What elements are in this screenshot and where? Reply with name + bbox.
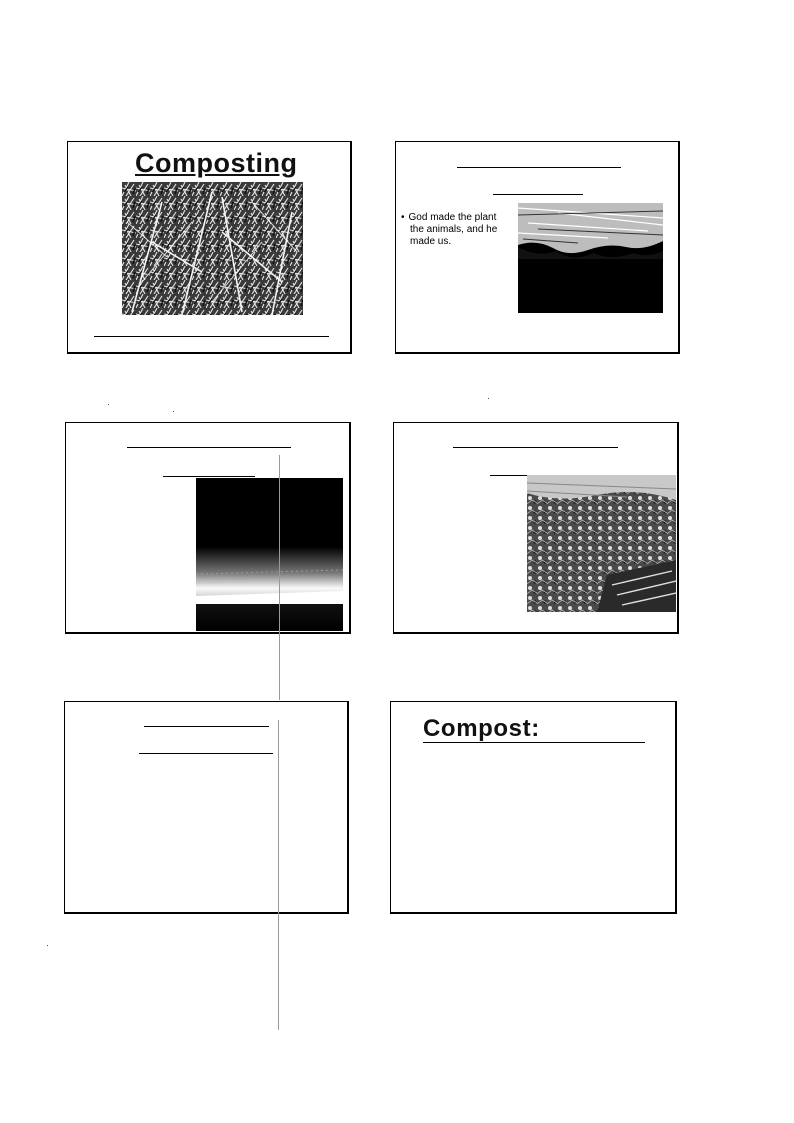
dark-horizon-photo [196, 478, 343, 631]
scan-artifact-line [278, 720, 279, 1030]
title-rule [423, 742, 645, 743]
scan-artifact-line [279, 455, 280, 700]
scan-speck [47, 945, 48, 946]
landscape-photo [518, 203, 663, 313]
slide-6[interactable] [390, 701, 677, 914]
bullet-line-3: made us. [410, 236, 452, 247]
bullet-line-1: God made the plant [408, 212, 497, 223]
subtitle-rule [163, 476, 255, 477]
slide-4[interactable] [393, 422, 679, 634]
title-rule [453, 447, 618, 448]
bullet-line-2: the animals, and he [410, 224, 498, 235]
subtitle-rule [493, 194, 583, 195]
slide-3[interactable] [65, 422, 351, 634]
slide-1[interactable] [67, 141, 352, 354]
scan-speck [173, 411, 174, 412]
title-rule [144, 726, 269, 727]
subtitle-rule [490, 475, 530, 476]
scan-speck [488, 398, 489, 399]
scan-speck [108, 404, 109, 405]
title-rule [127, 447, 291, 448]
title-rule [457, 167, 621, 168]
slide-title: Composting [135, 148, 298, 178]
slide-title: Compost: [423, 715, 540, 742]
bullet-text: • God made the plant the animals, and he made us. [401, 212, 498, 247]
compost-photo [122, 182, 303, 315]
garden-hillside-photo [527, 475, 676, 612]
footer-rule [94, 336, 329, 337]
slide-5[interactable] [64, 701, 349, 914]
subtitle-rule [139, 753, 273, 754]
slide-2[interactable] [395, 141, 680, 354]
